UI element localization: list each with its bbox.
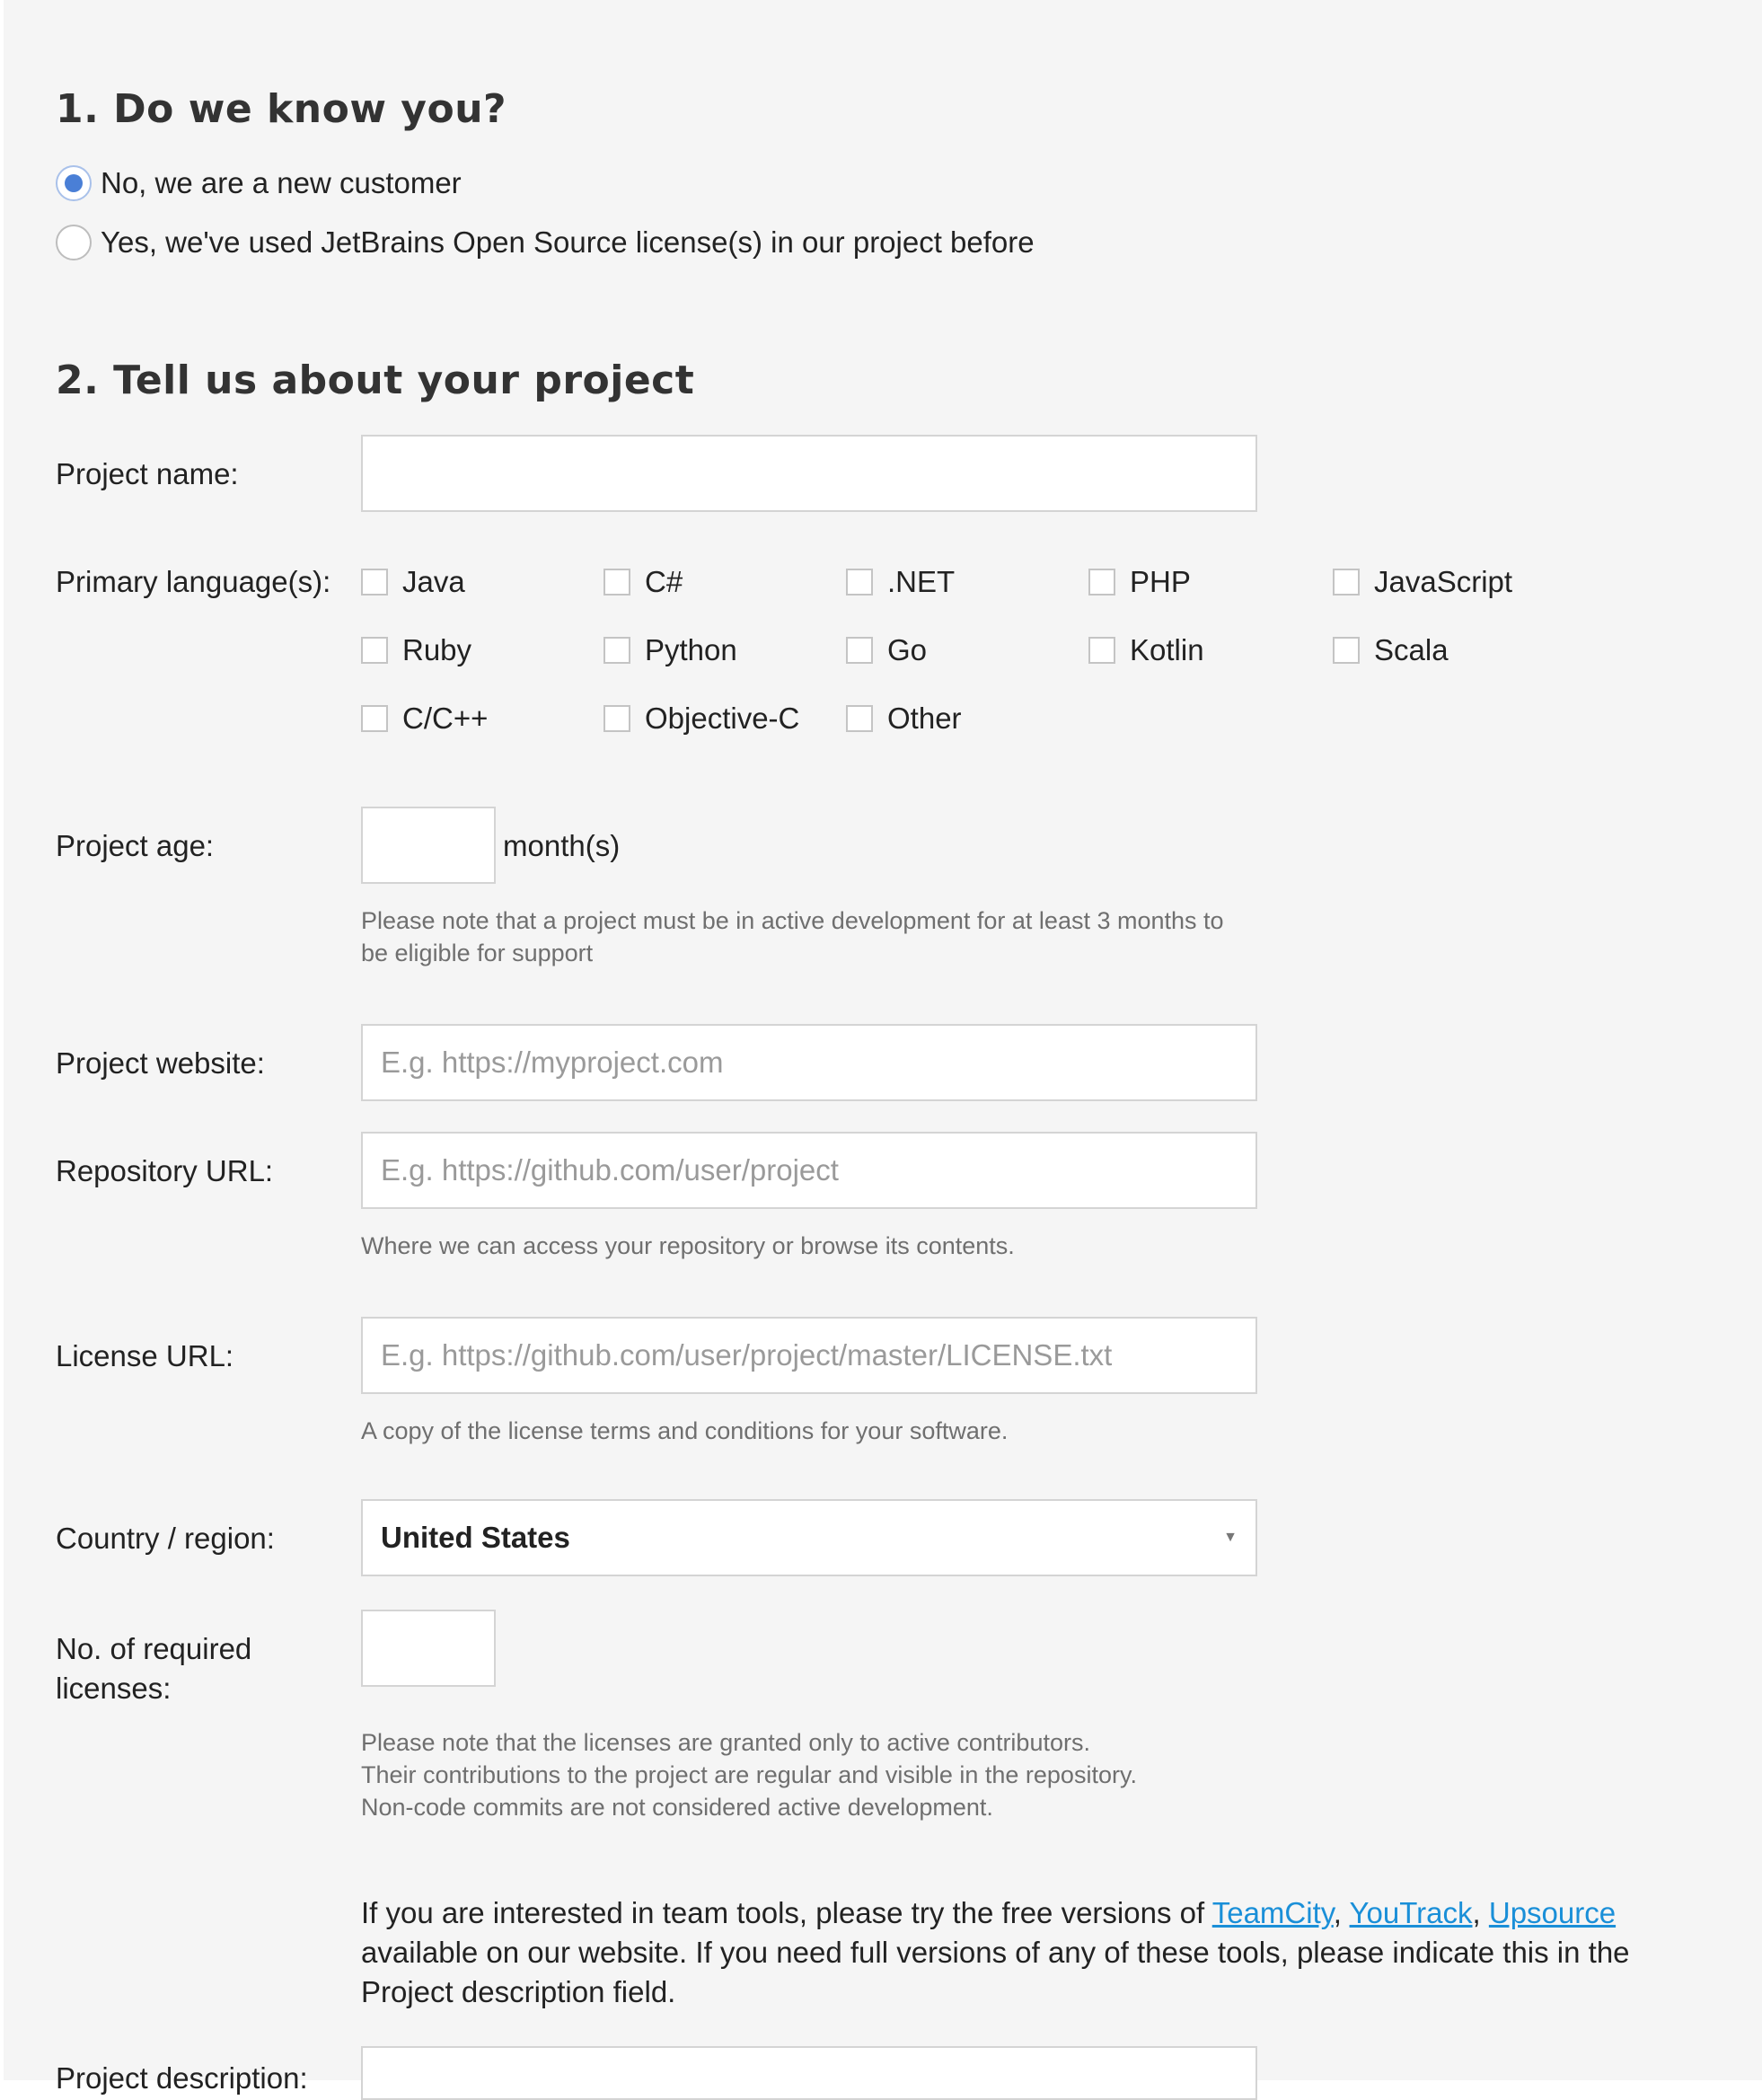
team-tools-note: If you are interested in team tools, please try the free versions of TeamCity, YouTrack, Upsource available on our website. If you need full versions of any of these tools, please indicate this in the Project description field. — [361, 1896, 1630, 2008]
radio-existing-customer-label: Yes, we've used JetBrains Open Source license(s) in our project before — [101, 225, 1035, 259]
checkbox-go[interactable]: Go — [846, 631, 927, 670]
youtrack-link[interactable]: YouTrack — [1349, 1896, 1473, 1929]
form-panel — [4, 0, 1762, 2095]
upsource-link[interactable]: Upsource — [1488, 1896, 1617, 1929]
checkbox-csharp[interactable]: C# — [603, 562, 683, 602]
required-licenses-hint: Please note that the licenses are granted only to active contributors. Their contributions to the project are regular and visible in the repository. Non-code commits are not considered active development. — [361, 1729, 1137, 1821]
checkbox-php[interactable]: PHP — [1088, 562, 1191, 602]
section-1-heading: 1. Do we know you? — [56, 86, 507, 132]
checkbox-objective-c[interactable]: Objective-C — [603, 699, 799, 738]
license-url-hint: A copy of the license terms and conditions for your software. — [361, 1417, 1009, 1444]
checkbox[interactable] — [1088, 569, 1115, 596]
checkbox-javascript[interactable]: JavaScript — [1333, 562, 1512, 602]
checkbox[interactable] — [361, 705, 388, 732]
checkbox[interactable] — [603, 637, 630, 664]
project-age-label: Project age: — [56, 829, 215, 862]
project-website-label: Project website: — [56, 1046, 265, 1080]
country-select-value: United States — [381, 1521, 570, 1554]
teamcity-link[interactable]: TeamCity — [1211, 1896, 1334, 1929]
checkbox[interactable] — [1088, 637, 1115, 664]
checkbox[interactable] — [846, 637, 873, 664]
checkbox[interactable] — [1333, 569, 1360, 596]
checkbox-java[interactable]: Java — [361, 562, 465, 602]
checkbox[interactable] — [361, 569, 388, 596]
country-select[interactable] — [361, 1499, 1257, 1576]
checkbox[interactable] — [1333, 637, 1360, 664]
checkbox[interactable] — [603, 569, 630, 596]
project-name-label: Project name: — [56, 457, 239, 490]
project-description-label: Project description: — [56, 2061, 308, 2095]
repository-url-hint: Where we can access your repository or browse its contents. — [361, 1232, 1015, 1259]
project-name-input[interactable] — [361, 435, 1257, 512]
checkbox-ruby[interactable]: Ruby — [361, 631, 471, 670]
project-description-input[interactable] — [361, 2046, 1257, 2100]
checkbox-python[interactable]: Python — [603, 631, 737, 670]
radio-existing-customer[interactable] — [56, 221, 1035, 264]
project-website-input[interactable] — [361, 1024, 1257, 1101]
required-licenses-input[interactable] — [361, 1610, 496, 1687]
license-url-label: License URL: — [56, 1339, 234, 1372]
checkbox[interactable] — [846, 705, 873, 732]
radio-new-customer-label: No, we are a new customer — [101, 166, 462, 199]
checkbox[interactable] — [846, 569, 873, 596]
checkbox[interactable] — [603, 705, 630, 732]
primary-languages-label: Primary language(s): — [56, 565, 331, 598]
checkbox[interactable] — [361, 637, 388, 664]
license-url-input[interactable] — [361, 1317, 1257, 1394]
checkbox-kotlin[interactable]: Kotlin — [1088, 631, 1204, 670]
checkbox-other[interactable]: Other — [846, 699, 962, 738]
repository-url-input[interactable] — [361, 1132, 1257, 1209]
project-age-hint: Please note that a project must be in active development for at least 3 months to be eligible for support — [361, 907, 1224, 966]
required-licenses-label: No. of required licenses: — [56, 1632, 252, 1705]
chevron-down-icon: ▼ — [1223, 1530, 1238, 1545]
radio-button[interactable] — [56, 225, 92, 260]
checkbox-cpp[interactable]: C/C++ — [361, 699, 488, 738]
project-age-input[interactable] — [361, 807, 496, 884]
section-2-heading: 2. Tell us about your project — [56, 357, 695, 403]
checkbox-scala[interactable]: Scala — [1333, 631, 1449, 670]
radio-new-customer[interactable] — [56, 162, 462, 205]
country-region-label: Country / region: — [56, 1522, 275, 1555]
repository-url-label: Repository URL: — [56, 1154, 274, 1187]
radio-button-checked[interactable] — [56, 165, 92, 201]
project-age-unit: month(s) — [503, 829, 621, 862]
checkbox-dotnet[interactable]: .NET — [846, 562, 955, 602]
